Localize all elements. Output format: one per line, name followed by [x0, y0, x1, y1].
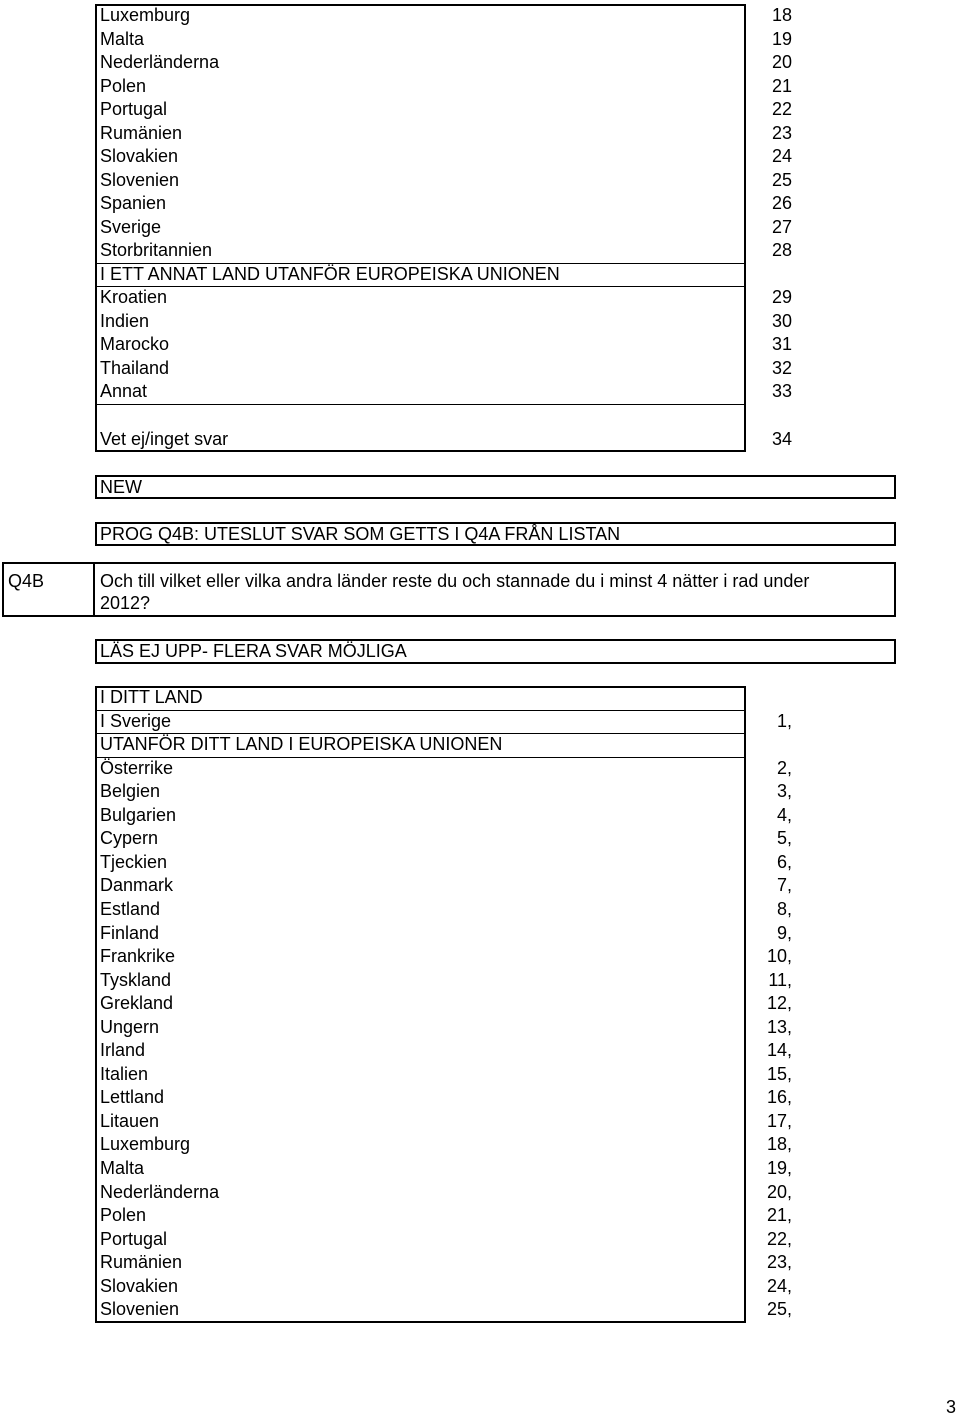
list-item-code: 4, — [776, 804, 792, 825]
list-item-code: 13, — [766, 1016, 792, 1037]
list-item-label: I DITT LAND — [100, 687, 203, 707]
list-item-label: Luxemburg — [100, 1134, 191, 1155]
list-item-code: 30 — [771, 310, 792, 331]
list-item-code: 19, — [766, 1158, 792, 1178]
list-item-label: Slovenien — [100, 1299, 180, 1320]
list-item-label: I ETT ANNAT LAND UTANFÖR EUROPEISKA UNIONEN — [100, 263, 560, 284]
list-item-label: Portugal — [100, 99, 168, 119]
list-item-code: 16, — [766, 1087, 792, 1108]
list-item-code: 33 — [771, 381, 792, 401]
prog-note-text: PROG Q4B: UTESLUT SVAR SOM GETTS I Q4A FRÅN LISTAN — [100, 524, 621, 544]
list-item-label: Slovenien — [100, 169, 180, 190]
list-item-label: Finland — [100, 922, 160, 943]
list-item-code: 2, — [776, 757, 792, 778]
list-item-code: 24, — [766, 1275, 792, 1296]
list-item-label: Frankrike — [100, 946, 176, 967]
top-list-divider-after-other-countries — [97, 286, 745, 287]
list-item-code: 5, — [776, 828, 792, 849]
list-item-code: 23 — [771, 122, 792, 143]
list-item-label: Polen — [100, 75, 147, 96]
list-item-code: 15, — [766, 1063, 792, 1084]
list-item-label: Spanien — [100, 193, 167, 213]
list-item-label: Tyskland — [100, 969, 172, 990]
instruction-text: LÄS EJ UPP- FLERA SVAR MÖJLIGA — [100, 641, 407, 661]
list-item-code: 14, — [766, 1040, 792, 1061]
list-item-code: 10, — [766, 946, 792, 967]
list-item-code: 23, — [766, 1252, 792, 1273]
list-item-label: Polen — [100, 1205, 147, 1226]
list-item-code: 31 — [771, 334, 792, 354]
list-item-code: 9, — [776, 922, 792, 943]
list-item-label: Marocko — [100, 334, 170, 354]
bottom-list-divider-after-header — [97, 710, 745, 711]
list-item-code: 3, — [776, 781, 792, 802]
list-item-label: Österrike — [100, 757, 174, 778]
list-item-label: I Sverige — [100, 710, 172, 731]
list-item-code: 26 — [771, 193, 792, 213]
list-item-code: 21, — [766, 1205, 792, 1226]
list-item-label: Slovakien — [100, 1275, 179, 1296]
list-item-code: 22, — [766, 1228, 792, 1249]
top-list-divider-after-annat — [97, 404, 745, 405]
list-item-label: Annat — [100, 381, 148, 401]
list-item-label: Nederländerna — [100, 1181, 220, 1202]
list-item-code: 8, — [776, 898, 792, 919]
list-item-code: 22 — [771, 99, 792, 119]
list-item-label: Cypern — [100, 828, 159, 849]
list-item-code: 11, — [768, 969, 792, 990]
list-item-label: Grekland — [100, 993, 174, 1014]
list-item-label: Lettland — [100, 1087, 165, 1108]
list-item-code: 25 — [771, 169, 792, 190]
list-item-label: Danmark — [100, 875, 174, 896]
list-item-code: 32 — [771, 357, 792, 378]
list-item-label: UTANFÖR DITT LAND I EUROPEISKA UNIONEN — [100, 734, 503, 755]
list-item-code: 20 — [771, 52, 792, 72]
list-item-code: 25, — [766, 1299, 792, 1320]
list-item-label: Estland — [100, 898, 161, 919]
list-item-label: Luxemburg — [100, 5, 191, 25]
list-item-code: 18 — [771, 5, 792, 25]
list-item-code: 7, — [776, 875, 792, 896]
list-item-code: 18, — [766, 1134, 792, 1155]
list-item-label: Slovakien — [100, 146, 179, 166]
list-item-code: 6, — [776, 851, 792, 872]
list-item-code: 12, — [766, 993, 792, 1014]
list-item-label: Rumänien — [100, 1252, 183, 1273]
bottom-answer-list-box — [95, 686, 746, 1323]
list-item-code: 19 — [771, 28, 792, 49]
question-text-line-2: 2012? — [100, 593, 151, 613]
list-item-label: Tjeckien — [100, 851, 168, 872]
list-item-label: Storbritannien — [100, 240, 213, 260]
new-label: NEW — [100, 477, 142, 497]
list-item-label: Belgien — [100, 781, 161, 802]
list-item-label: Irland — [100, 1040, 146, 1061]
question-id: Q4B — [8, 571, 45, 591]
list-item-label: Nederländerna — [100, 52, 220, 72]
question-text-line-1: Och till vilket eller vilka andra länder reste du och stannade du i minst 4 nätter i rad under — [100, 571, 810, 591]
dont-know-label: Vet ej/inget svar — [100, 429, 229, 449]
list-item-code: 1, — [776, 710, 792, 731]
list-item-label: Malta — [100, 1158, 145, 1178]
list-item-label: Ungern — [100, 1016, 160, 1037]
bottom-list-divider-after-eu — [97, 757, 745, 758]
dont-know-code: 34 — [771, 429, 792, 449]
list-item-code: 20, — [766, 1181, 792, 1202]
list-item-label: Portugal — [100, 1228, 168, 1249]
list-item-label: Kroatien — [100, 287, 168, 307]
list-item-label: Rumänien — [100, 122, 183, 143]
list-item-code: 24 — [771, 146, 792, 166]
new-box — [95, 475, 896, 499]
list-item-code: 17, — [766, 1110, 792, 1131]
list-item-label: Sverige — [100, 216, 162, 237]
list-item-code: 27 — [771, 216, 792, 237]
list-item-code: 28 — [771, 240, 792, 260]
list-item-label: Thailand — [100, 357, 170, 378]
list-item-code: 29 — [771, 287, 792, 307]
page-number: 3 — [945, 1397, 956, 1417]
list-item-label: Italien — [100, 1063, 149, 1084]
list-item-label: Bulgarien — [100, 804, 177, 825]
list-item-label: Malta — [100, 28, 145, 49]
list-item-label: Indien — [100, 310, 150, 331]
list-item-label: Litauen — [100, 1110, 160, 1131]
list-item-code: 21 — [771, 75, 792, 96]
